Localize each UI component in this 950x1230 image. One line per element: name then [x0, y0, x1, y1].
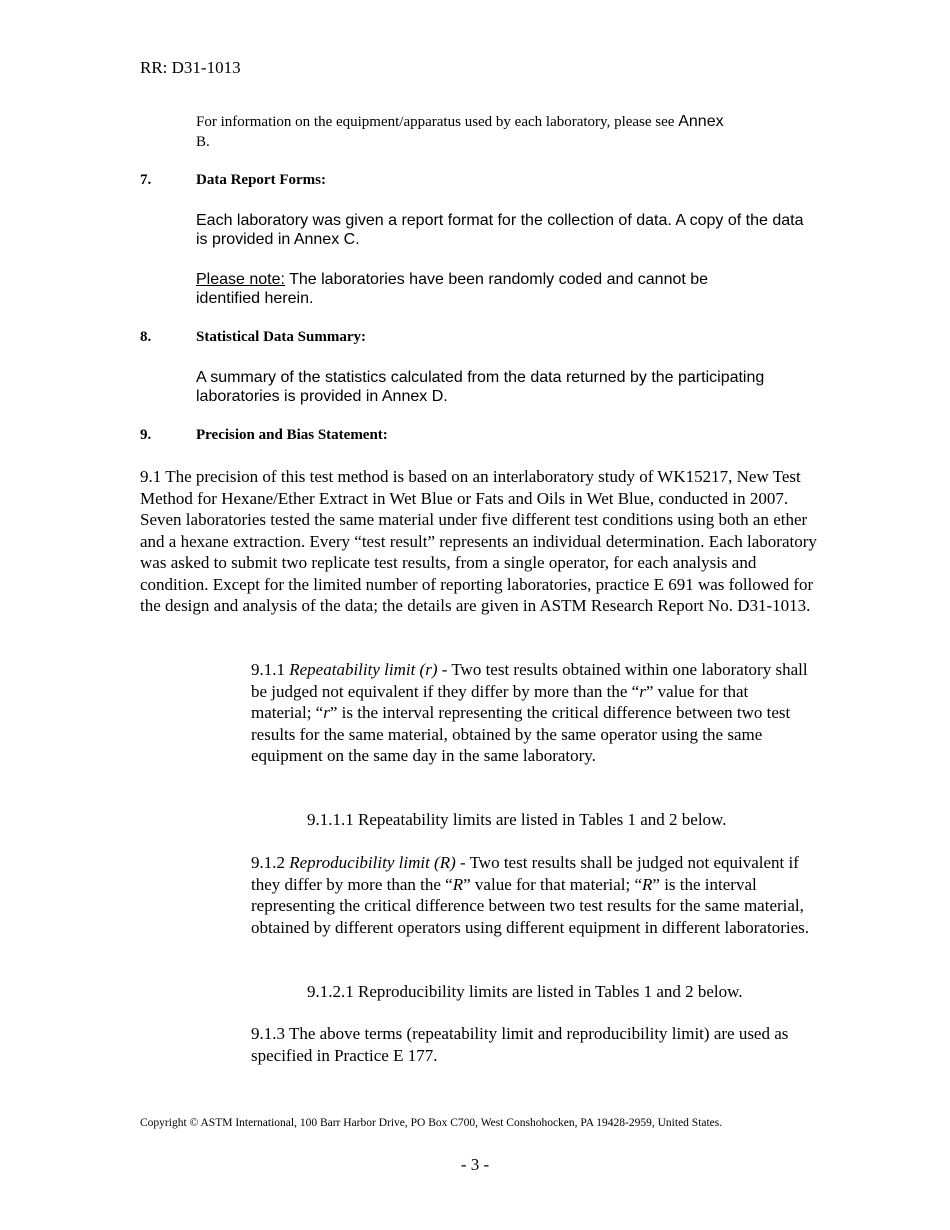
- section-7-note: [196, 270, 776, 308]
- repeatability-tables-note: 9.1.1.1 Repeatability limits are listed in Tables 1 and 2 below.: [307, 810, 727, 829]
- clause-text: ” is the interval representing the critical difference between two test results for the same material, obtained by the same operator using the same equipment on the same day in the same laboratory.: [251, 703, 791, 765]
- note-text: The laboratories have been randomly coded and cannot be identified herein.: [196, 271, 709, 307]
- clause-number: 9.1.1: [251, 660, 290, 679]
- section-8-title: Statistical Data Summary:: [196, 329, 366, 345]
- terms-usage-paragraph: 9.1.3 The above terms (repeatability limit and reproducibility limit) are used as specified in Practice E 177.: [251, 1024, 789, 1065]
- copyright-footer: Copyright © ASTM International, 100 Barr Harbor Drive, PO Box C700, West Conshohocken, PA 19428-2959, United States.: [140, 1117, 723, 1129]
- clause-text: ” value for that material; “: [251, 681, 749, 722]
- term-repeatability: Repeatability limit (r): [289, 660, 438, 679]
- section-9-number: 9.: [140, 427, 152, 443]
- equipment-note-text: For information on the equipment/apparatus used by each laboratory, please see: [196, 114, 679, 130]
- symbol-r: r: [639, 681, 646, 701]
- symbol-r: r: [323, 703, 330, 722]
- clause-number: 9.1.2: [251, 853, 290, 872]
- clause-text: - Two test results shall be judged not equivalent if they differ by more than the “: [251, 853, 799, 894]
- section-7-number: 7.: [140, 172, 152, 188]
- reproducibility-limit-paragraph: [251, 852, 811, 938]
- equipment-note: [196, 112, 816, 152]
- precision-paragraph-9-1: 9.1 The precision of this test method is based on an interlaboratory study of WK15217, New Test Method for Hexane/Ether Extract in Wet Blue or Fats and Oils in Wet Blue, conducted in 2007. Seven laboratories tested the same material under five different test conditions using both an ether and a hexane extraction. Every “test result” represents an individual determination. Each laboratory was asked to submit two replicate test results, from a single operator, for each analysis and condition. Except for the limited number of reporting laboratories, practice E 691 was followed for the design and analysis of the data; the details are given in ASTM Research Report No. D31-1013.: [140, 467, 817, 615]
- clause-text: - Two test results obtained within one laboratory shall be judged not equivalent if they differ by more than the “: [251, 660, 808, 701]
- clause-text: ” is the interval representing the critical difference between two test results for the same material, obtained by different operators using different equipment in different laboratories.: [251, 874, 809, 937]
- note-label: Please note:: [196, 271, 285, 288]
- section-8-paragraph: A summary of the statistics calculated from the data returned by the participating laboratories is provided in Annex D.: [196, 369, 765, 405]
- annex-letter: B.: [196, 134, 210, 150]
- page-number: - 3 -: [460, 1155, 490, 1174]
- section-7-paragraph: Each laboratory was given a report format for the collection of data. A copy of the data is provided in Annex C.: [196, 212, 804, 248]
- section-9-title: Precision and Bias Statement:: [196, 427, 388, 443]
- section-8-number: 8.: [140, 329, 152, 345]
- annex-word: Annex: [678, 113, 724, 130]
- symbol-R: R: [452, 874, 464, 894]
- reproducibility-tables-note: 9.1.2.1 Reproducibility limits are listed in Tables 1 and 2 below.: [307, 982, 743, 1001]
- repeatability-limit-paragraph: [251, 659, 811, 767]
- symbol-R: R: [642, 874, 653, 894]
- term-reproducibility: Reproducibility limit (R): [289, 853, 456, 872]
- document-reference: RR: D31-1013: [140, 58, 241, 77]
- clause-text: ” value for that material; “: [463, 874, 643, 894]
- section-7-title: Data Report Forms:: [196, 172, 326, 188]
